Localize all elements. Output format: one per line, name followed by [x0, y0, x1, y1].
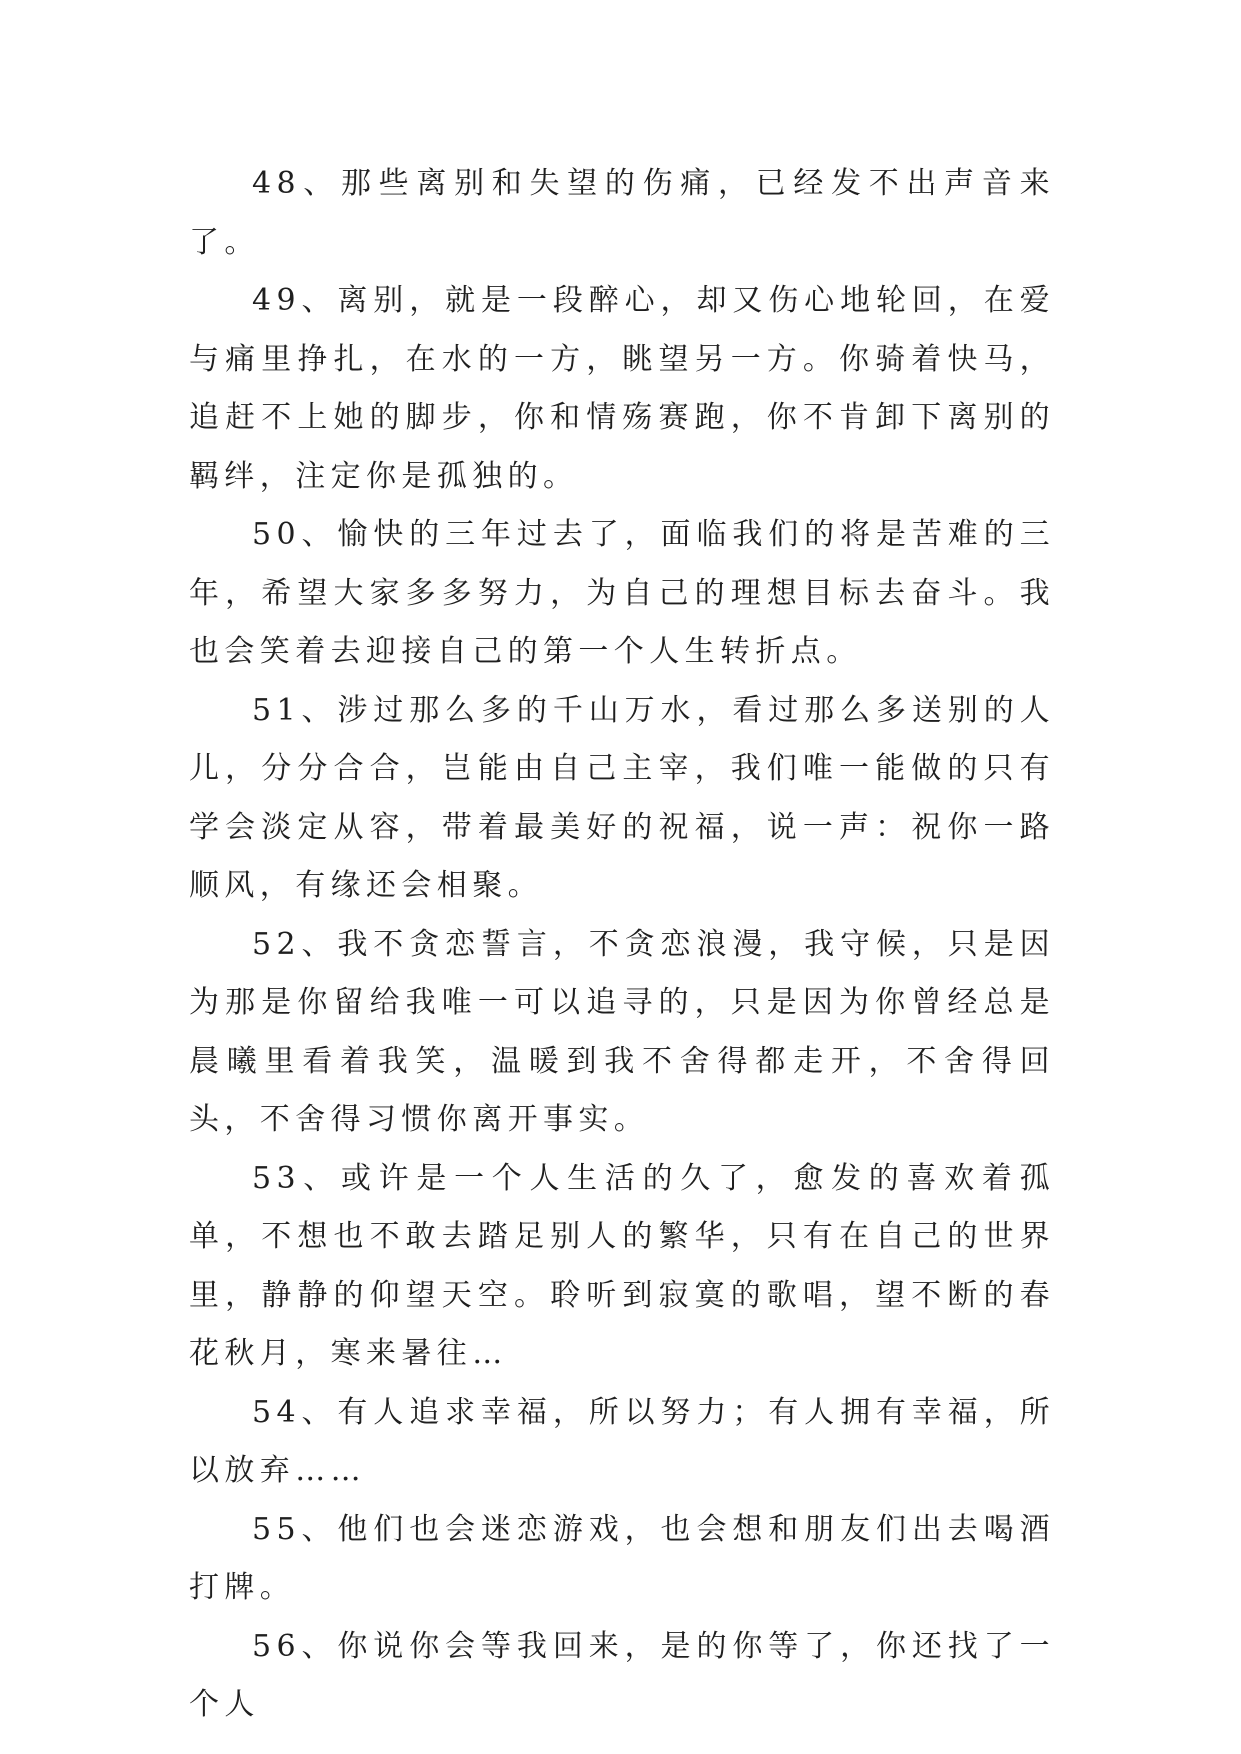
paragraph-49: 49、离别，就是一段醉心，却又伤心地轮回，在爱与痛里挣扎，在水的一方，眺望另一方。你骑着快马，追赶不上她的脚步，你和情殇赛跑，你不肯卸下离别的羁绊，注定你是孤独的。 [189, 283, 1055, 494]
paragraph-48: 48、那些离别和失望的伤痛，已经发不出声音来了。 [189, 166, 1055, 260]
paragraph-53: 53、或许是一个人生活的久了，愈发的喜欢着孤单，不想也不敢去踏足别人的繁华，只有在自己的世界里，静静的仰望天空。聆听到寂寞的歌唱，望不断的春花秋月，寒来暑往… [189, 1160, 1055, 1371]
document-body [189, 155, 1055, 1735]
paragraph-52: 52、我不贪恋誓言，不贪恋浪漫，我守候，只是因为那是你留给我唯一可以追寻的，只是因为你曾经总是晨曦里看着我笑，温暖到我不舍得都走开，不舍得回头，不舍得习惯你离开事实。 [189, 926, 1055, 1137]
paragraph-50: 50、愉快的三年过去了，面临我们的将是苦难的三年，希望大家多多努力，为自己的理想目标去奋斗。我也会笑着去迎接自己的第一个人生转折点。 [189, 517, 1055, 669]
paragraph-51: 51、涉过那么多的千山万水，看过那么多送别的人儿，分分合合，岂能由自己主宰，我们唯一能做的只有学会淡定从容，带着最美好的祝福，说一声：祝你一路顺风，有缘还会相聚。 [189, 692, 1055, 903]
paragraph-55: 55、他们也会迷恋游戏，也会想和朋友们出去喝酒打牌。 [189, 1511, 1055, 1605]
paragraph-56: 56、你说你会等我回来，是的你等了，你还找了一个人 [189, 1628, 1055, 1722]
paragraph-54: 54、有人追求幸福，所以努力；有人拥有幸福，所以放弃…… [189, 1394, 1055, 1488]
